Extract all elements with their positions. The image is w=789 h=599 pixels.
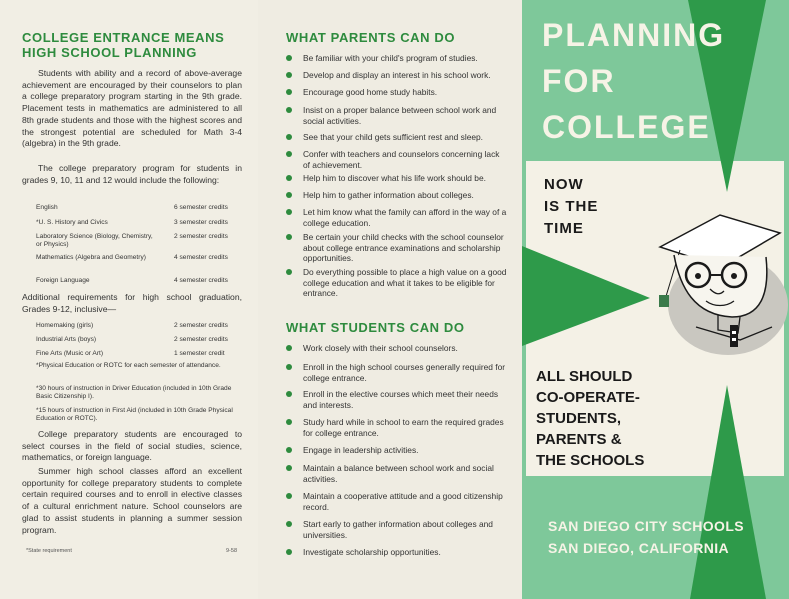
bullet-icon: [286, 192, 292, 198]
credit-subject: Mathematics (Algebra and Geometry): [36, 254, 146, 261]
credit-subject: Foreign Language: [36, 277, 90, 284]
left-panel: [0, 0, 258, 599]
requirement-note: *15 hours of instruction in First Aid (included in 10th Grade Physical Education or ROTC).: [36, 407, 233, 423]
list-item-text: Work closely with their school counselors.: [303, 343, 458, 353]
cover-title-line: PLANNING: [542, 17, 726, 53]
now-line: IS THE: [544, 198, 599, 215]
bullet-icon: [286, 234, 292, 240]
credit-subject: Laboratory Science (Biology, Chemistry, or Physics): [36, 233, 153, 249]
middle-triangle: [522, 246, 650, 346]
bullet-icon: [286, 549, 292, 555]
credit-subject: *U. S. History and Civics: [36, 219, 108, 226]
credit-subject: Fine Arts (Music or Art): [36, 350, 104, 357]
cover-panel: [522, 0, 789, 599]
credit-value: 6 semester credits: [174, 204, 228, 211]
encouragement-paragraph: College preparatory students are encouraged to select courses in the field of social studies, science, mathematics, or foreign language.: [22, 429, 242, 463]
list-item-text: Investigate scholarship opportunities.: [303, 547, 441, 557]
summer-paragraph: Summer high school classes afford an excellent opportunity for college preparatory students to complete certain required courses and to enroll in elective classes of a cultural enrichment nature. School counselors are glad to assist students in planning a summer session program.: [22, 466, 242, 535]
bottom-triangle: [690, 385, 766, 599]
credit-subject: Industrial Arts (boys): [36, 336, 97, 343]
list-item-text: Be certain your child checks with the school counselor about college entrance examinations and scholarship opportunities.: [303, 232, 504, 263]
cooperate-line: CO-OPERATE-: [536, 389, 640, 406]
requirement-note: *Physical Education or ROTC for each semester of attendance.: [36, 362, 221, 369]
credit-value: 1 semester credit: [174, 350, 225, 357]
bullet-icon: [286, 209, 292, 215]
bullet-icon: [286, 107, 292, 113]
bullet-icon: [286, 493, 292, 499]
list-item-text: Engage in leadership activities.: [303, 445, 419, 455]
list-item-text: Maintain a balance between school work and social activities.: [303, 463, 494, 484]
list-item-text: Encourage good home study habits.: [303, 87, 438, 97]
students-heading: WHAT STUDENTS CAN DO: [286, 320, 465, 335]
cooperate-line: ALL SHOULD: [536, 368, 633, 385]
list-item-text: Do everything possible to place a high value on a good college education and what it takes to be eligible for entrance.: [303, 267, 507, 298]
bullet-icon: [286, 419, 292, 425]
list-item-text: Be familiar with your child's program of studies.: [303, 53, 478, 63]
middle-panel: [258, 0, 522, 599]
list-item-text: Maintain a cooperative attitude and a good citizenship record.: [303, 491, 503, 512]
additional-requirements: Additional requirements for high school graduation, Grades 9-12, inclusive—: [22, 292, 242, 314]
list-item-text: Study hard while in school to earn the required grades for college entrance.: [303, 417, 504, 438]
credit-value: 2 semester credits: [174, 336, 228, 343]
bullet-icon: [286, 175, 292, 181]
list-item-text: Confer with teachers and counselors concerning lack of achievement.: [303, 149, 500, 170]
organization-name: SAN DIEGO CITY SCHOOLS: [548, 518, 745, 534]
credit-value: 4 semester credits: [174, 254, 228, 261]
credit-value: 3 semester credits: [174, 219, 228, 226]
bullet-icon: [286, 269, 292, 275]
graduate-illustration: [640, 195, 789, 375]
cover-title-line: FOR: [542, 63, 616, 99]
list-item-text: Develop and display an interest in his school work.: [303, 70, 491, 80]
intro-paragraph: Students with ability and a record of above-average achievement are encouraged by their counselors to plan a college preparatory program starting in the 9th grade. Placement tests in mathematics are administered to all 8th grade students and those with the highest scores and the strongest potential are scheduled for Math 3-4 (algebra) in the 9th grade.: [22, 68, 242, 149]
now-line: NOW: [544, 176, 584, 193]
list-item-text: Enroll in the high school courses generally required for college entrance.: [303, 362, 506, 383]
list-item-text: Let him know what the family can afford in the way of a college education.: [303, 207, 507, 228]
bullet-icon: [286, 447, 292, 453]
cooperate-line: PARENTS &: [536, 431, 622, 448]
list-item-text: Help him to gather information about colleges.: [303, 190, 474, 200]
credit-subject: English: [36, 204, 58, 211]
credit-value: 2 semester credits: [174, 233, 228, 240]
list-item-text: See that your child gets sufficient rest and sleep.: [303, 132, 484, 142]
credit-subject: Homemaking (girls): [36, 322, 94, 329]
list-item-text: Help him to discover what his life work should be.: [303, 173, 486, 183]
bullet-icon: [286, 89, 292, 95]
bullet-icon: [286, 345, 292, 351]
bullet-icon: [286, 151, 292, 157]
now-line: TIME: [544, 220, 584, 237]
list-item-text: Enroll in the elective courses which meet their needs and interests.: [303, 389, 499, 410]
requirement-note: *30 hours of instruction in Driver Education (included in 10th Grade Basic Citizenship I).: [36, 385, 232, 401]
program-paragraph: The college preparatory program for students in grades 9, 10, 11 and 12 would include the following:: [22, 163, 242, 185]
cooperate-line: THE SCHOOLS: [536, 452, 645, 469]
list-item-text: Start early to gather information about colleges and universities.: [303, 519, 493, 540]
organization-location: SAN DIEGO, CALIFORNIA: [548, 540, 730, 556]
bullet-icon: [286, 521, 292, 527]
bullet-icon: [286, 364, 292, 370]
footnote: *State requirement: [26, 548, 72, 554]
bullet-icon: [286, 72, 292, 78]
parents-heading: WHAT PARENTS CAN DO: [286, 30, 456, 45]
bullet-icon: [286, 55, 292, 61]
cover-title-line: COLLEGE: [542, 109, 711, 145]
cooperate-line: STUDENTS,: [536, 410, 622, 427]
credit-value: 2 semester credits: [174, 322, 228, 329]
bullet-icon: [286, 134, 292, 140]
credit-value: 4 semester credits: [174, 277, 228, 284]
list-item-text: Insist on a proper balance between school work and social activities.: [303, 105, 497, 126]
left-heading: COLLEGE ENTRANCE MEANS HIGH SCHOOL PLANNING: [22, 30, 225, 60]
bullet-icon: [286, 391, 292, 397]
print-code: 9-58: [226, 548, 238, 554]
bullet-icon: [286, 465, 292, 471]
